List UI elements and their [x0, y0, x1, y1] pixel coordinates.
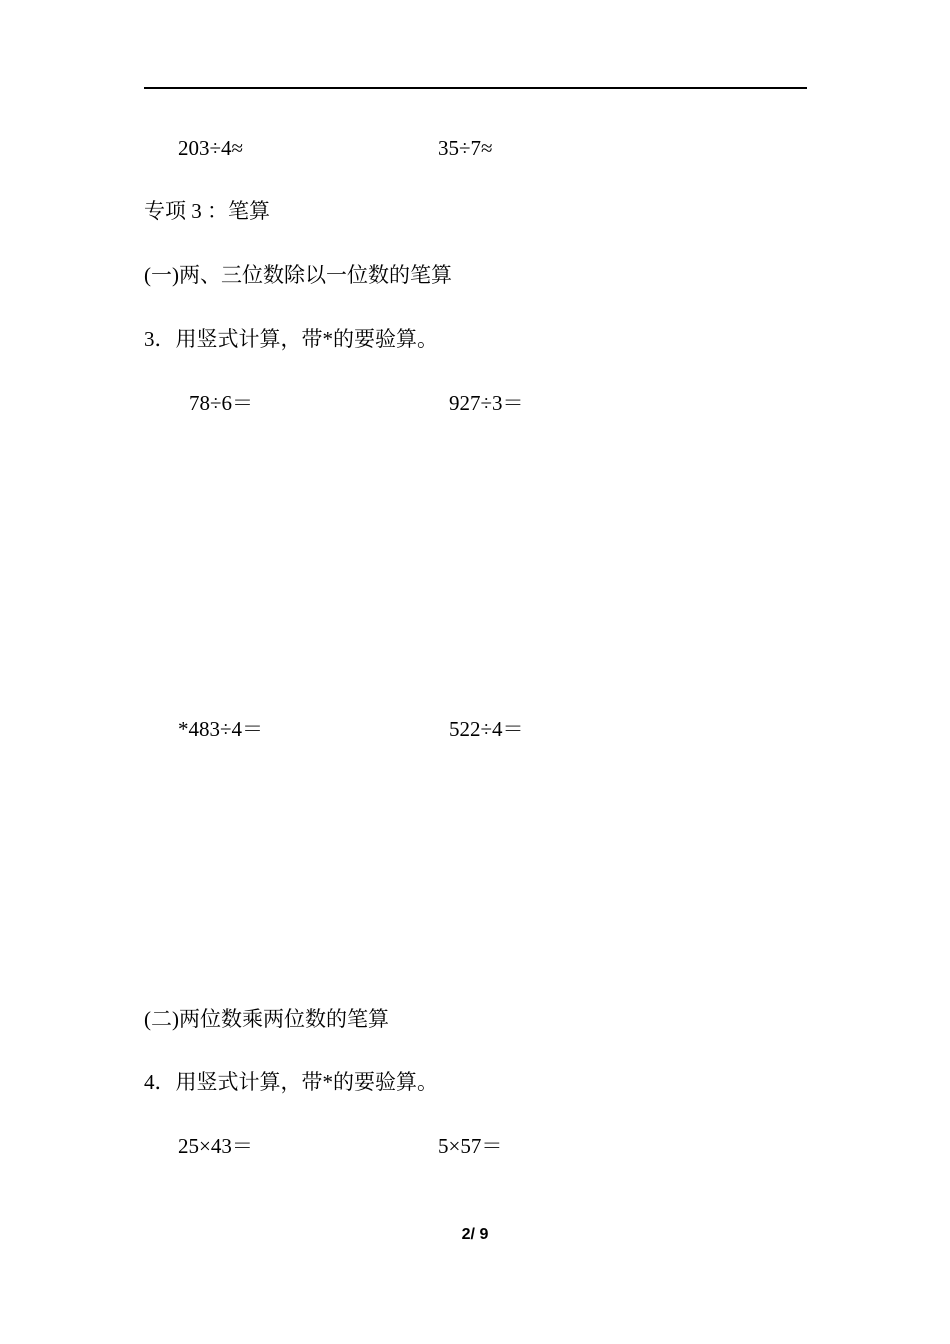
subsection-title-multiplication: (二)两位数乘两位数的笔算	[144, 1007, 389, 1031]
page-number: 2/ 9	[461, 1226, 489, 1243]
expr-927-div-3: 927÷3＝	[449, 391, 524, 415]
expr-5-times-57: 5×57＝	[438, 1134, 503, 1158]
expr-25-times-43: 25×43＝	[178, 1134, 253, 1158]
question-4: 4．用竖式计算，带*的要验算。	[144, 1070, 438, 1094]
section-title: 专项 3 ：笔算	[144, 199, 270, 223]
expr-78-div-6: 78÷6＝	[189, 391, 254, 415]
expr-522-div-4: 522÷4＝	[449, 717, 524, 741]
expr-483-div-4: *483÷4＝	[178, 717, 264, 741]
expr-203-div-4: 203÷4≈	[178, 136, 244, 160]
expr-35-div-7: 35÷7≈	[438, 136, 493, 160]
header-rule	[144, 87, 807, 89]
subsection-title-division: (一)两、三位数除以一位数的笔算	[144, 263, 452, 287]
question-3: 3．用竖式计算，带*的要验算。	[144, 327, 438, 351]
